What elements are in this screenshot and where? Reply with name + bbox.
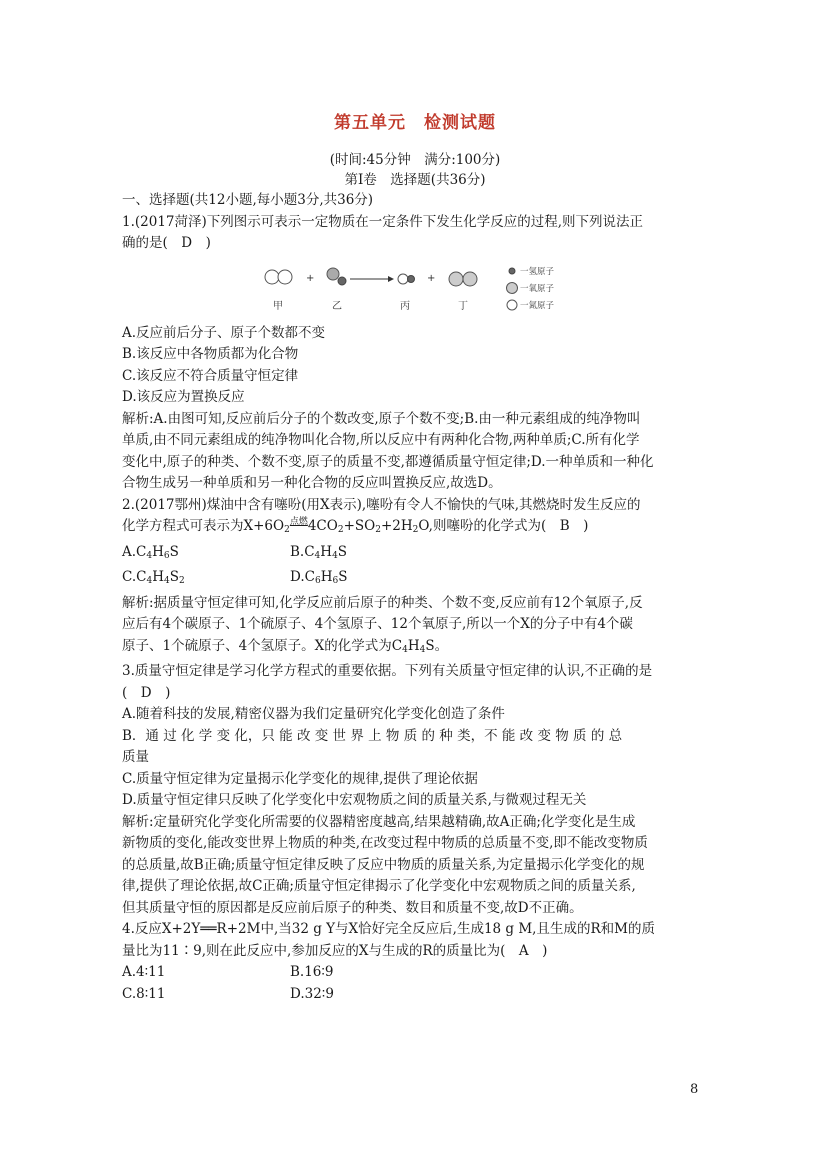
q1-option-d: D.该反应为置换反应 — [122, 389, 245, 405]
q1-analysis-1: 解析:A.由图可知,反应前后分子的个数改变,原子个数不变;B.由一种元素组成的纯净物叫 — [122, 410, 641, 427]
q3-analysis-4: 律,提供了理论依据,故C正确;质量守恒定律揭示了化学变化中宏观物质之间的质量关系, — [122, 878, 636, 894]
q1-analysis-3: 变化中,原子的种类、个数不变,原子的质量不变,都遵循质量守恒定律;D.一种单质和一种化 — [122, 453, 654, 470]
q1-analysis-4: 合物生成另一种单质和另一种化合物的反应叫置换反应,故选D。 — [122, 475, 502, 491]
q3-option-c: C.质量守恒定律为定量揭示化学变化的规律,提供了理论依据 — [122, 770, 478, 787]
content — [122, 110, 708, 1005]
reaction-diagram — [122, 259, 708, 319]
q4-option-a: A.4∶11 — [122, 964, 166, 980]
q3-stem-2: ( D ) — [122, 684, 171, 701]
q3-option-b: B．通 过 化 学 变 化，只 能 改 变 世 界 上 物 质 的 种 类，不 能 改 变 物 质 的 总 — [122, 727, 623, 744]
q2-option-c: C.C4H4S2 — [122, 569, 185, 586]
exam-meta: (时间:45分钟 满分:100分) — [329, 152, 501, 168]
molecule-bing-icon — [398, 274, 415, 284]
page-number: 8 — [690, 1082, 699, 1097]
label-yi: 乙 — [332, 300, 342, 312]
label-ding: 丁 — [458, 300, 468, 312]
q4-stem-2: 量比为11∶9,则在此反应中,参加反应的X与生成的R的质量比为( A ) — [122, 942, 548, 959]
q3-analysis-3: 的总质量,故B正确;质量守恒定律反映了反应中物质的质量关系,为定量揭示化学变化的规 — [122, 856, 645, 873]
q2-options-row-1 — [122, 542, 708, 568]
q2-option-d: D.C6H6S — [290, 569, 348, 586]
legend-hydrogen-icon — [509, 268, 515, 274]
plus-2-icon — [427, 273, 435, 284]
q1-option-a: A.反应前后分子、原子个数都不变 — [122, 324, 326, 341]
q1-option-b: B.该反应中各物质都为化合物 — [122, 346, 299, 362]
section-heading: 第Ⅰ卷 选择题(共36分) — [344, 172, 486, 188]
q4-option-d: D.32∶9 — [290, 985, 334, 1002]
q4-options-row-1 — [122, 962, 708, 984]
legend-o: 一氧原子 — [520, 283, 555, 294]
arrow-icon — [350, 276, 394, 282]
q1-analysis-2: 单质,由不同元素组成的纯净物叫化合物,所以反应中有两种化合物,两种单质;C.所有化学 — [122, 432, 640, 448]
q2-analysis-3: 原子、1个硫原子、4个氢原子。X的化学式为$C_4H_4S$。 — [122, 637, 449, 655]
page-title: 第五单元 检测试题 — [334, 113, 496, 133]
legend-h: 一氢原子 — [520, 266, 555, 277]
legend-n: 一氮原子 — [520, 300, 555, 311]
q2-option-a: A.C4H6S — [122, 543, 179, 561]
label-bing: 丙 — [400, 300, 410, 312]
q2-analysis-1: 解析:据质量守恒定律可知,化学反应前后原子的种类、个数不变,反应前有12个氧原子,反 — [122, 594, 643, 611]
q4-options-row-2 — [122, 984, 708, 1006]
q4-stem-1: 4.反应X+2Y══R+2M中,当32 g Y与X恰好完全反应后,生成18 g M,且生成的R和M的质 — [122, 921, 655, 937]
q3-option-d: D.质量守恒定律只反映了化学变化中宏观物质之间的质量关系,与微观过程无关 — [122, 792, 587, 808]
q2-stem-1: 2.(2017鄂州)煤油中含有噻吩(用X表示),噻吩有令人不愉快的气味,其燃烧时发生反应的 — [122, 496, 641, 513]
q1-stem-1: 1.(2017菏泽)下列图示可表示一定物质在一定条件下发生化学反应的过程,则下列说法正 — [122, 213, 644, 230]
plus-1-icon — [306, 273, 314, 284]
q2-option-b: B.C4H4S — [290, 543, 348, 561]
q3-analysis-1: 解析:定量研究化学变化所需要的仪器精密度越高,结果越精确,故A正确;化学变化是生成 — [122, 813, 636, 830]
q4-option-b: B.16∶9 — [290, 964, 334, 980]
q4-option-c: C.8∶11 — [122, 985, 166, 1002]
q2-stem-2: 化学方程式可表示为$X+6O_2$点燃$4CO_2+SO_2+2H_2O$,则噻吩的化学式为( B ) — [122, 516, 708, 542]
q3-option-a: A.随着科技的发展,精密仪器为我们定量研究化学变化创造了条件 — [122, 706, 505, 722]
label-jia: 甲 — [273, 300, 283, 312]
legend-oxygen-icon — [507, 282, 518, 293]
q2-options-row-2 — [122, 567, 708, 593]
molecule-yi-icon — [327, 268, 346, 285]
q1-stem-2: 确的是( D ) — [122, 235, 211, 251]
q2-analysis-2: 应后有4个碳原子、1个硫原子、4个氢原子、12个氧原子,所以一个X的分子中有4个碳 — [122, 616, 633, 632]
part-heading: 一、选择题(共12小题,每小题3分,共36分) — [122, 192, 374, 208]
svg-text:+: + — [306, 272, 315, 284]
legend-nitrogen-icon — [507, 300, 517, 310]
molecule-ding-icon — [449, 272, 477, 286]
q3-analysis-5: 但其质量守恒的原因都是反应前后原子的种类、数目和质量不变,故D不正确。 — [122, 899, 583, 916]
q3-stem-1: 3.质量守恒定律是学习化学方程式的重要依据。下列有关质量守恒定律的认识,不正确的是 — [122, 663, 653, 679]
condition-ignite: 点燃 — [289, 517, 308, 527]
reaction-diagram-svg — [122, 259, 708, 319]
q3-analysis-2: 新物质的变化,能改变世界上物质的种类,在改变过程中物质的总质量不变,即不能改变物质 — [122, 835, 648, 851]
q1-option-c: C.该反应不符合质量守恒定律 — [122, 367, 299, 384]
q3-option-b-cont: 质量 — [122, 749, 149, 765]
molecule-jia-icon — [265, 270, 292, 284]
svg-text:+: + — [427, 272, 436, 284]
